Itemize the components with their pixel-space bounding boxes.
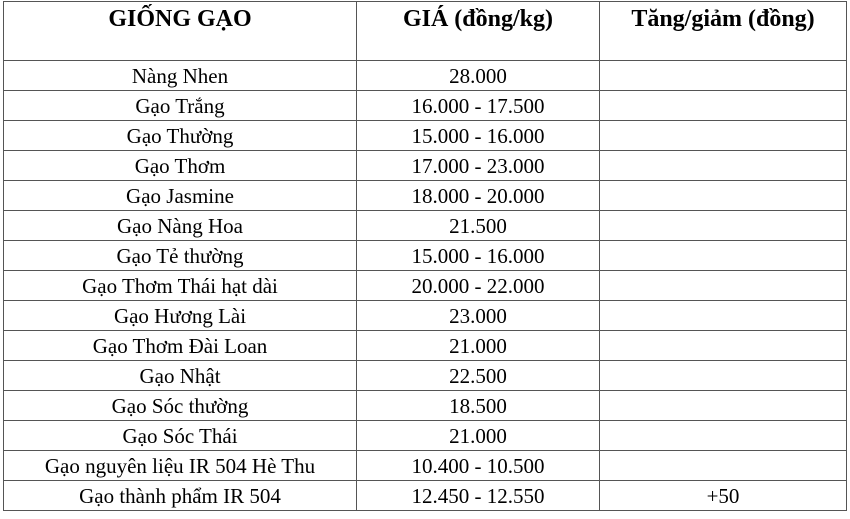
change-cell <box>600 421 847 451</box>
price-cell: 10.400 - 10.500 <box>357 451 600 481</box>
table-row <box>4 451 847 481</box>
change-cell <box>600 121 847 151</box>
rice-variety-cell: Gạo Thơm Đài Loan <box>4 331 357 361</box>
price-cell: 12.450 - 12.550 <box>357 481 600 511</box>
price-cell: 15.000 - 16.000 <box>357 241 600 271</box>
table-row <box>4 331 847 361</box>
table-row <box>4 91 847 121</box>
change-cell <box>600 301 847 331</box>
change-cell <box>600 61 847 91</box>
rice-variety-cell: Gạo thành phẩm IR 504 <box>4 481 357 511</box>
rice-variety-cell: Gạo Thơm Thái hạt dài <box>4 271 357 301</box>
price-cell: 16.000 - 17.500 <box>357 91 600 121</box>
table-header-row <box>4 2 847 61</box>
price-cell: 15.000 - 16.000 <box>357 121 600 151</box>
change-cell <box>600 211 847 241</box>
change-cell <box>600 331 847 361</box>
header-rice-variety: GIỐNG GẠO <box>4 2 357 61</box>
table-row <box>4 151 847 181</box>
price-cell: 21.500 <box>357 211 600 241</box>
change-cell <box>600 241 847 271</box>
rice-variety-cell: Gạo Hương Lài <box>4 301 357 331</box>
rice-variety-cell: Gạo nguyên liệu IR 504 Hè Thu <box>4 451 357 481</box>
change-cell <box>600 361 847 391</box>
table-row <box>4 421 847 451</box>
table-row <box>4 361 847 391</box>
price-cell: 17.000 - 23.000 <box>357 151 600 181</box>
table-row <box>4 121 847 151</box>
price-cell: 21.000 <box>357 421 600 451</box>
header-change: Tăng/giảm (đồng) <box>600 2 847 61</box>
price-cell: 28.000 <box>357 61 600 91</box>
price-cell: 23.000 <box>357 301 600 331</box>
change-cell <box>600 271 847 301</box>
change-cell <box>600 451 847 481</box>
table-row <box>4 481 847 511</box>
price-cell: 22.500 <box>357 361 600 391</box>
change-cell <box>600 91 847 121</box>
rice-variety-cell: Gạo Nhật <box>4 361 357 391</box>
table-row <box>4 181 847 211</box>
rice-variety-cell: Gạo Nàng Hoa <box>4 211 357 241</box>
rice-variety-cell: Gạo Trắng <box>4 91 357 121</box>
table-row <box>4 301 847 331</box>
rice-variety-cell: Gạo Sóc thường <box>4 391 357 421</box>
price-cell: 18.000 - 20.000 <box>357 181 600 211</box>
price-cell: 18.500 <box>357 391 600 421</box>
header-price: GIÁ (đồng/kg) <box>357 2 600 61</box>
rice-variety-cell: Gạo Sóc Thái <box>4 421 357 451</box>
table-row <box>4 241 847 271</box>
price-cell: 20.000 - 22.000 <box>357 271 600 301</box>
rice-variety-cell: Gạo Tẻ thường <box>4 241 357 271</box>
change-cell <box>600 181 847 211</box>
rice-variety-cell: Gạo Thường <box>4 121 357 151</box>
table-row <box>4 61 847 91</box>
rice-price-table <box>3 1 847 511</box>
change-cell <box>600 391 847 421</box>
change-cell <box>600 151 847 181</box>
price-cell: 21.000 <box>357 331 600 361</box>
table-row <box>4 391 847 421</box>
change-cell: +50 <box>600 481 847 511</box>
table-row <box>4 271 847 301</box>
rice-variety-cell: Nàng Nhen <box>4 61 357 91</box>
rice-variety-cell: Gạo Jasmine <box>4 181 357 211</box>
rice-variety-cell: Gạo Thơm <box>4 151 357 181</box>
table-row <box>4 211 847 241</box>
